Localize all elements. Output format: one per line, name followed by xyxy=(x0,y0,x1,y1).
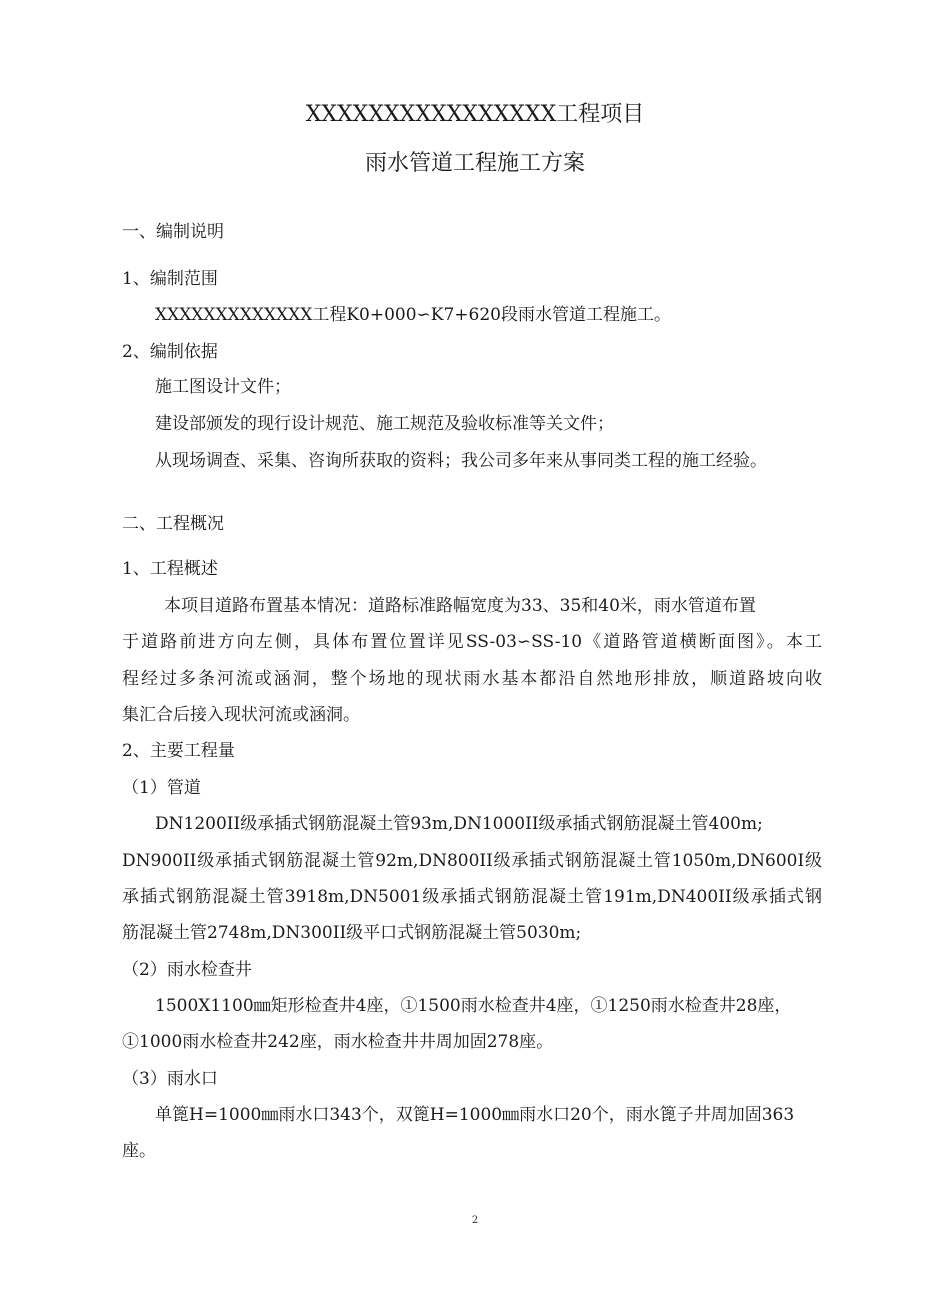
paragraph-line: 于道路前进方向左侧，具体布置位置详见SS-03∽SS-10《道路管道横断面图》。本工 xyxy=(122,632,822,652)
paragraph-line: 1500X1100㎜矩形检查井4座，①1500雨水检查井4座，①1250雨水检查井28座， xyxy=(155,996,792,1016)
paragraph-line: 座。 xyxy=(122,1141,156,1161)
paragraph-line: 从现场调查、采集、咨询所获取的资料；我公司多年来从事同类工程的施工经验。 xyxy=(155,451,767,471)
paragraph-line: 程经过多条河流或涵洞，整个场地的现状雨水基本都沿自然地形排放，顺道路坡向收 xyxy=(122,669,822,689)
paragraph-line: 集汇合后接入现状河流或涵洞。 xyxy=(122,705,360,725)
paragraph-line: ①1000雨水检查井242座，雨水检查井井周加固278座。 xyxy=(122,1032,554,1052)
paragraph-line: DN1200II级承插式钢筋混凝土管93m,DN1000II级承插式钢筋混凝土管400m; xyxy=(155,814,763,834)
subsection-heading: 2、编制依据 xyxy=(122,342,218,362)
page-number: 2 xyxy=(471,1215,479,1226)
paragraph-line: 单篦H=1000㎜雨水口343个，双篦H=1000㎜雨水口20个，雨水篦子井周加固363 xyxy=(155,1105,795,1125)
item-heading: （2）雨水检查井 xyxy=(122,960,252,980)
document-title-line-2: 雨水管道工程施工方案 xyxy=(364,151,585,176)
section-heading-2: 二、工程概况 xyxy=(122,514,224,534)
section-heading-1: 一、编制说明 xyxy=(122,222,224,242)
paragraph-line: 施工图设计文件； xyxy=(155,377,291,397)
item-heading: （1）管道 xyxy=(122,778,201,798)
paragraph-line: 承插式钢筋混凝土管3918m,DN5001级承插式钢筋混凝土管191m,DN400II级承插式钢 xyxy=(122,887,822,907)
document-title-line-1: XXXXXXXXXXXXXXXX工程项目 xyxy=(305,102,645,127)
paragraph-line: XXXXXXXXXXXXX工程K0+000∽K7+620段雨水管道工程施工。 xyxy=(155,305,671,325)
paragraph-line: DN900II级承插式钢筋混凝土管92m,DN800II级承插式钢筋混凝土管1050m,DN600I级 xyxy=(122,851,822,871)
subsection-heading: 1、工程概述 xyxy=(122,559,218,579)
subsection-heading: 2、主要工程量 xyxy=(122,741,235,761)
paragraph-line: 建设部颁发的现行设计规范、施工规范及验收标准等关文件； xyxy=(155,414,614,434)
paragraph-line: 筋混凝土管2748m,DN300II级平口式钢筋混凝土管5030m; xyxy=(122,923,582,943)
subsection-heading: 1、编制范围 xyxy=(122,269,218,289)
item-heading: （3）雨水口 xyxy=(122,1069,218,1089)
paragraph-line: 本项目道路布置基本情况：道路标准路幅宽度为33、35和40米，雨水管道布置 xyxy=(164,596,756,616)
